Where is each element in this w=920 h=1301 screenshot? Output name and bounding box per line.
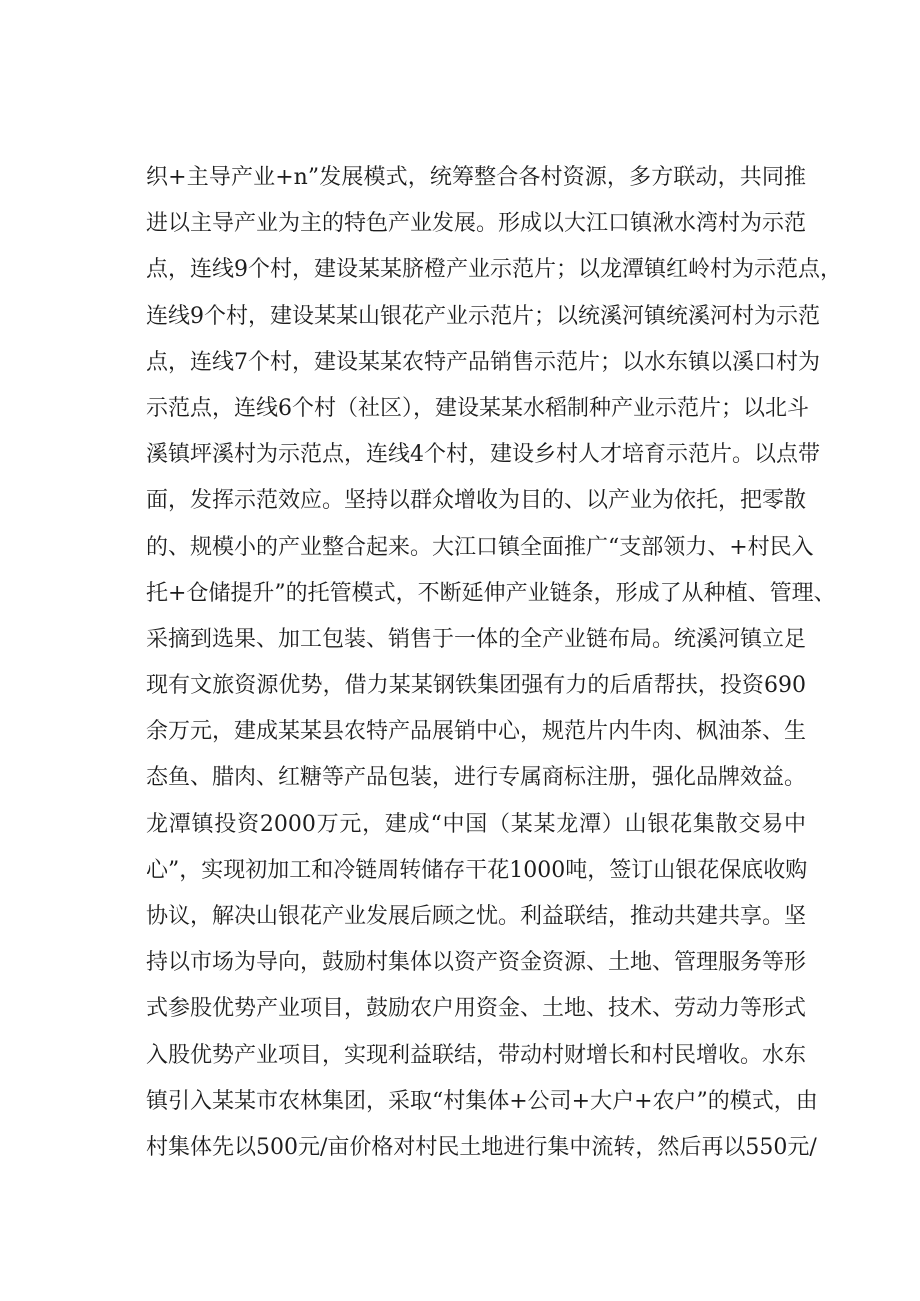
text-line: 点，连线9个村，建设某某脐橙产业示范片；以龙潭镇红岭村为示范点，	[146, 257, 842, 283]
text-line: 示范点，连线6个村（社区），建设某某水稻制种产业示范片；以北斗	[146, 395, 809, 421]
text-line: 余万元，建成某某县农特产品展销中心，规范片内牛肉、枫油茶、生	[146, 719, 807, 745]
text-line: 点，连线7个村，建设某某农特产品销售示范片；以水东镇以溪口村为	[146, 349, 820, 375]
text-line: 采摘到选果、加工包装、销售于一体的全产业链布局。统溪河镇立足	[146, 626, 807, 652]
text-line: 进以主导产业为主的特色产业发展。形成以大江口镇湫水湾村为示范	[146, 211, 807, 237]
text-line: 协议，解决山银花产业发展后顾之忧。利益联结，推动共建共享。坚	[146, 904, 807, 929]
text-line: 村集体先以500元/亩价格对村民土地进行集中流转，然后再以550元/	[146, 1134, 817, 1160]
text-line: 镇引入某某市农林集团，采取“村集体+公司+大户+农户”的模式，由	[146, 1088, 818, 1114]
text-line: 式参股优势产业项目，鼓励农户用资金、土地、技术、劳动力等形式	[146, 996, 807, 1022]
text-line: 连线9个村，建设某某山银花产业示范片；以统溪河镇统溪河村为示范	[146, 303, 820, 329]
text-line: 龙潭镇投资2000万元，建成“中国（某某龙潭）山银花集散交易中	[146, 811, 806, 837]
text-line: 的、规模小的产业整合起来。大江口镇全面推广“支部领力、+村民入	[146, 534, 814, 560]
body-paragraph	[146, 155, 842, 1171]
text-line: 心”，实现初加工和冷链周转储存干花1000吨，签订山银花保底收购	[146, 857, 808, 883]
text-line: 托+仓储提升”的托管模式，不断延伸产业链条，形成了从种植、管理、	[146, 580, 836, 606]
text-line: 织+主导产业+n”发展模式，统筹整合各村资源，多方联动，共同推	[146, 165, 806, 190]
text-line: 溪镇坪溪村为示范点，连线4个村，建设乡村人才培育示范片。以点带	[146, 442, 820, 468]
text-line: 态鱼、腊肉、红糖等产品包装，进行专属商标注册，强化品牌效益。	[146, 765, 807, 791]
text-line: 面，发挥示范效应。坚持以群众增收为目的、以产业为依托，把零散	[146, 488, 807, 514]
text-line: 持以市场为导向，鼓励村集体以资产资金资源、土地、管理服务等形	[146, 950, 807, 976]
text-line: 现有文旅资源优势，借力某某钢铁集团强有力的后盾帮扶，投资690	[146, 673, 806, 699]
text-line: 入股优势产业项目，实现利益联结，带动村财增长和村民增收。水东	[146, 1042, 807, 1068]
